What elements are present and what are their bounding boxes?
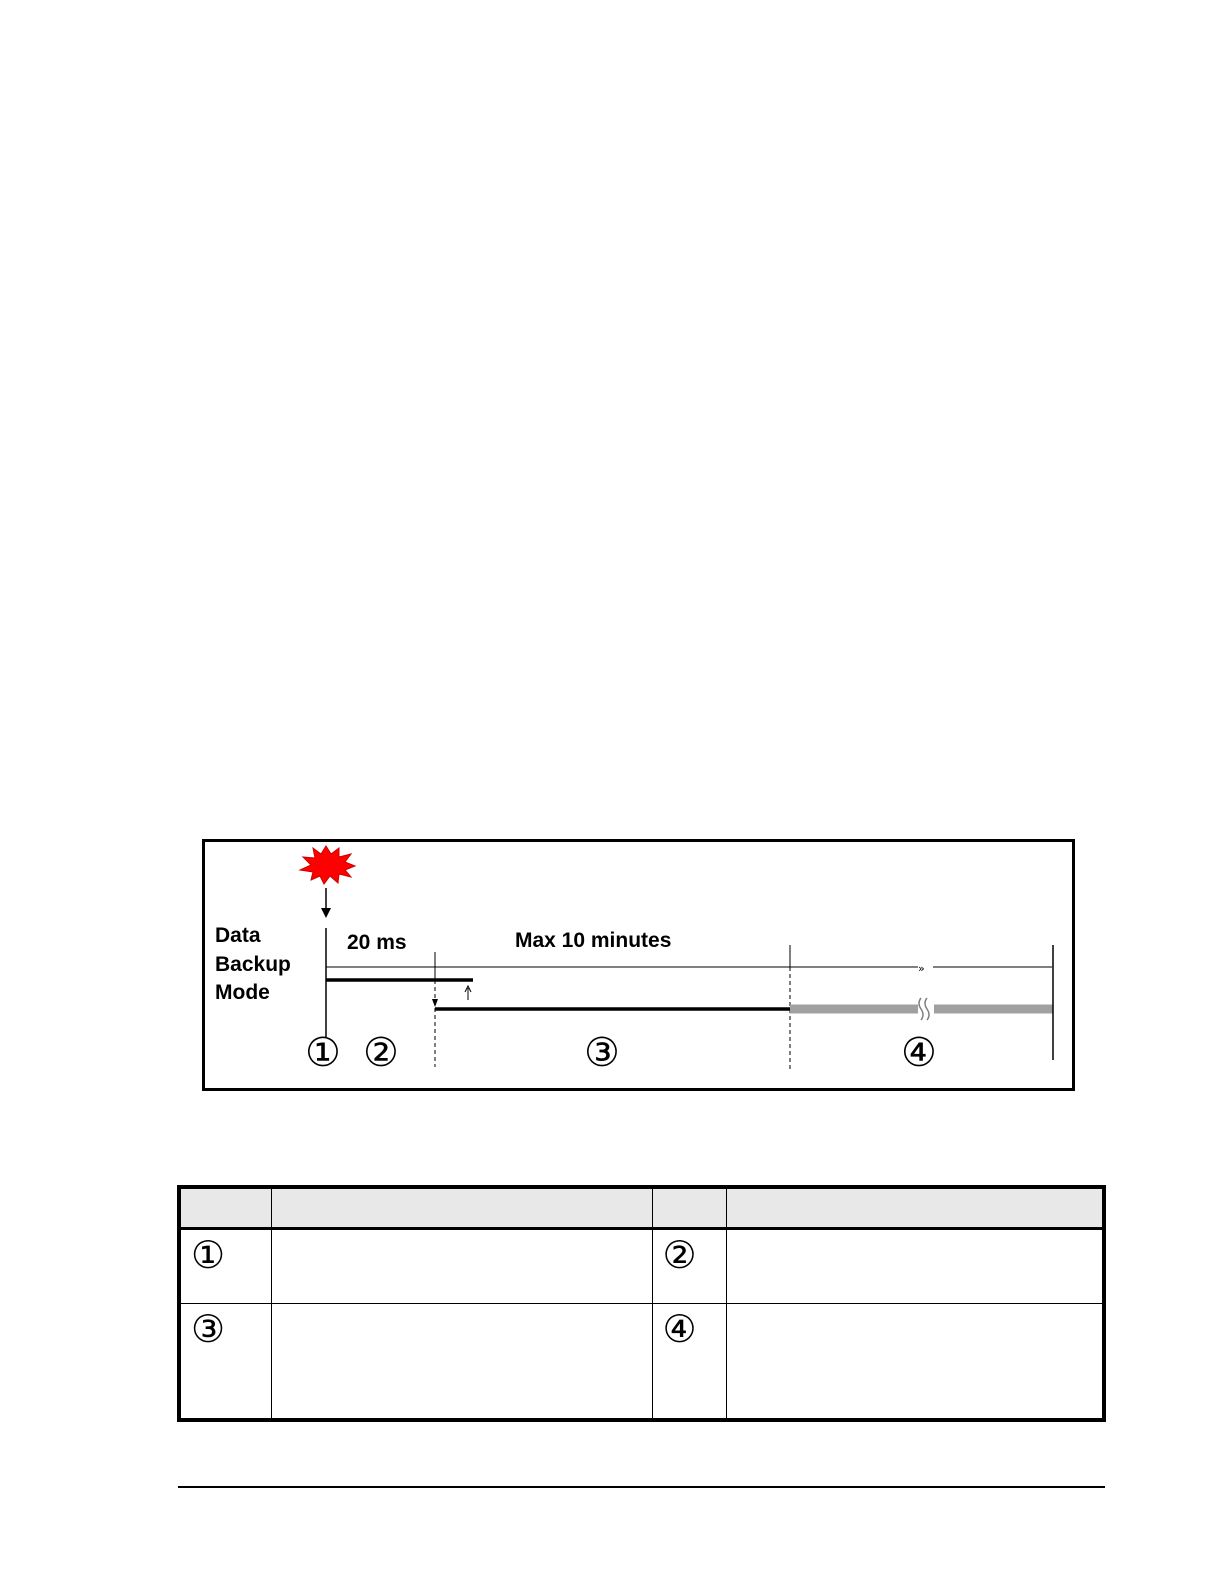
time-break-icon: » [918,962,925,975]
marker-cell [179,1229,271,1304]
phase-marker-1: ① [305,1030,341,1076]
description-cell [726,1229,1104,1304]
duration-short-label: 20 ms [347,931,407,954]
header-cell [271,1187,652,1229]
table-row [179,1229,1104,1304]
phase-marker-4: ④ [901,1030,937,1076]
phase-3-down-arrow-head [432,999,438,1007]
phase-marker-3-cell: ③ [191,1307,226,1351]
marker-cell [652,1304,726,1421]
footer-rule [178,1486,1105,1488]
marker-cell [179,1304,271,1421]
table-row [179,1304,1104,1421]
table-header-row [179,1187,1104,1229]
marker-cell [652,1229,726,1304]
description-cell [271,1229,652,1304]
line-break-icon [919,998,929,1020]
phase-marker-2: ② [363,1030,399,1076]
event-arrow-head [321,908,331,918]
mode-label-line-1: Data [215,924,261,947]
phase-marker-3: ③ [584,1030,620,1076]
phase-legend-table [177,1185,1106,1422]
mode-label-line-3: Mode [215,981,270,1004]
phase-marker-2-cell: ② [662,1233,697,1277]
phase-marker-4-cell: ④ [662,1307,697,1351]
duration-long-label: Max 10 minutes [515,929,672,952]
power-failure-burst-icon [300,846,355,884]
header-cell [726,1187,1104,1229]
mode-label-line-2: Backup [215,952,291,976]
header-cell [179,1187,271,1229]
data-backup-timing-diagram [202,839,1075,1091]
header-cell [652,1187,726,1229]
mode-label [215,922,291,1008]
description-cell [271,1304,652,1421]
phase-marker-1-cell: ① [191,1233,226,1277]
description-cell [726,1304,1104,1421]
